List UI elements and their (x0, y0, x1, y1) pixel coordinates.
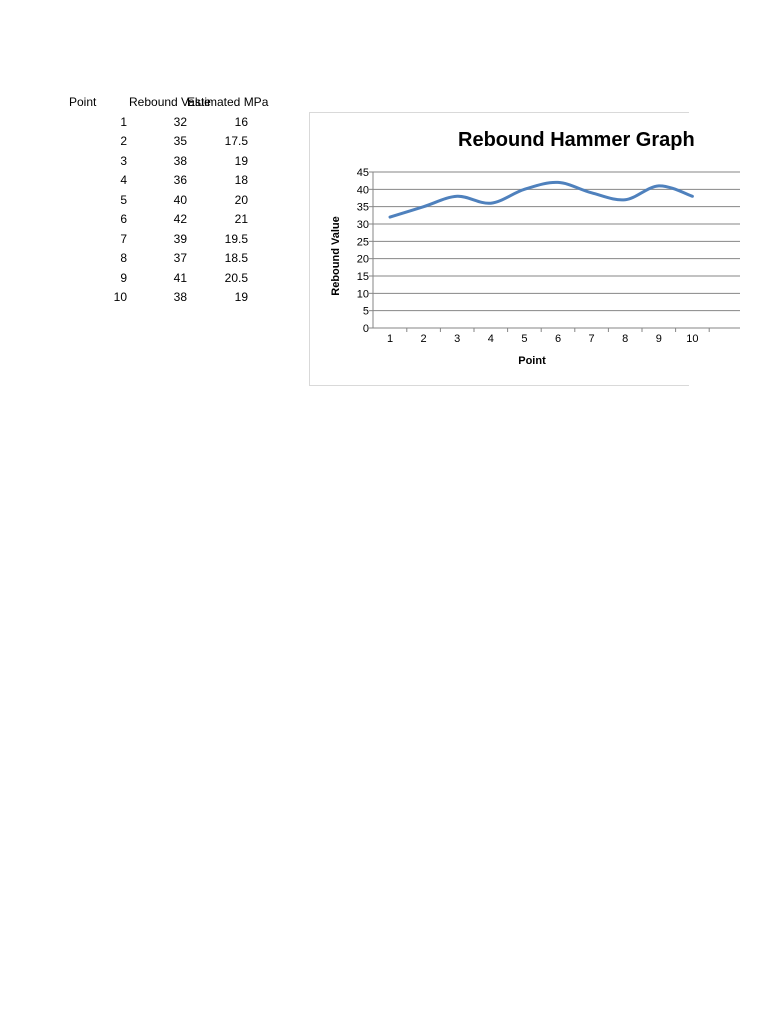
data-point[interactable] (555, 179, 561, 185)
y-tick-label: 35 (356, 201, 369, 214)
y-axis-ticks (357, 167, 373, 335)
x-tick-label: 10 (686, 333, 699, 345)
data-point[interactable] (589, 190, 595, 196)
column-header-point[interactable]: Point (69, 95, 97, 109)
table-cell[interactable]: 9 (120, 270, 127, 285)
x-tick-label: 8 (622, 333, 629, 345)
x-tick-label: 6 (554, 333, 562, 345)
table-cell[interactable]: 7 (120, 231, 127, 246)
x-tick-label: 3 (454, 333, 461, 345)
table-cell[interactable]: 19 (234, 153, 248, 168)
table-cell[interactable]: 35 (173, 134, 187, 149)
table-cell[interactable]: 5 (120, 192, 127, 207)
y-axis-label: Rebound Value (330, 216, 342, 296)
y-tick-label: 20 (356, 253, 369, 266)
table-cell[interactable]: 36 (173, 173, 187, 188)
table-cell[interactable]: 4 (120, 173, 127, 188)
y-tick-label: 40 (356, 184, 369, 197)
rebound-hammer-chart (0, 0, 699, 400)
series-line[interactable] (390, 182, 692, 217)
data-point[interactable] (387, 214, 393, 220)
table-cell[interactable]: 10 (113, 290, 127, 305)
chart-clip-region (0, 0, 699, 400)
table-cell[interactable]: 1 (120, 115, 127, 129)
x-axis-label: Point (518, 355, 546, 367)
data-point[interactable] (488, 200, 494, 206)
column-header-rebound-value[interactable]: Rebound Value (129, 95, 211, 109)
y-tick-label: 30 (356, 219, 369, 231)
table-cell[interactable]: 38 (173, 153, 187, 168)
data-point[interactable] (622, 197, 628, 203)
y-tick-label: 0 (362, 323, 369, 335)
table-cell[interactable]: 3 (120, 153, 127, 168)
table-cell[interactable]: 41 (173, 270, 187, 285)
y-tick-label: 25 (356, 236, 369, 249)
table-cell[interactable]: 8 (120, 251, 127, 266)
chart-title: Rebound Hammer Graph (458, 129, 695, 151)
x-axis-ticks (387, 328, 709, 345)
table-cell[interactable]: 42 (173, 212, 187, 227)
table-cell[interactable]: 18.5 (224, 251, 248, 266)
table-cell[interactable]: 19.5 (224, 231, 248, 246)
column-header-estimated-mpa[interactable]: Estimated MPa (187, 95, 269, 109)
y-tick-label: 10 (356, 288, 369, 301)
x-tick-label: 2 (420, 333, 427, 345)
table-cell[interactable]: 20 (234, 192, 248, 207)
table-cell[interactable]: 17.5 (224, 134, 248, 149)
data-point[interactable] (656, 183, 662, 189)
x-tick-label: 4 (487, 333, 494, 345)
table-cell[interactable]: 20.5 (224, 270, 248, 285)
data-point[interactable] (521, 186, 527, 192)
y-tick-label: 15 (356, 271, 369, 283)
table-cell[interactable]: 37 (173, 251, 187, 266)
table-cell[interactable]: 2 (120, 134, 127, 149)
table-cell[interactable]: 21 (234, 212, 248, 227)
x-tick-label: 9 (655, 333, 662, 345)
x-tick-label: 7 (588, 333, 595, 345)
table-cell[interactable]: 19 (234, 290, 248, 305)
data-point[interactable] (421, 204, 427, 210)
table-cell[interactable]: 39 (173, 231, 187, 246)
y-tick-label: 45 (356, 167, 369, 179)
table-cell[interactable]: 16 (234, 115, 248, 129)
x-tick-label: 5 (521, 333, 528, 345)
series-rebound-value (387, 179, 695, 220)
table-cell[interactable]: 18 (234, 173, 248, 188)
table-cell[interactable]: 40 (173, 192, 187, 207)
y-tick-label: 5 (362, 305, 369, 318)
x-tick-label: 1 (386, 333, 394, 345)
table-cell[interactable]: 32 (173, 115, 187, 129)
data-point[interactable] (454, 193, 460, 199)
table-cell[interactable]: 38 (173, 290, 187, 305)
data-point[interactable] (689, 193, 695, 199)
table-cell[interactable]: 6 (120, 212, 127, 227)
